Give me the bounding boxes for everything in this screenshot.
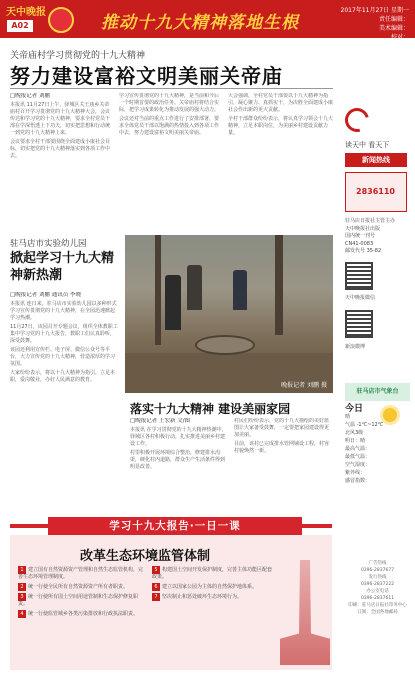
publisher-info (345, 218, 410, 256)
news-hotline-label: 新闻热线 (345, 153, 407, 167)
weather-line: 感冒指数： (345, 478, 371, 484)
tree-trunk (155, 235, 161, 345)
photo-article-col-2 (234, 418, 333, 513)
report-points-left (18, 566, 146, 666)
weather-line: 晴 (345, 414, 351, 420)
publisher-line: 天中晚报社出版 (345, 225, 381, 232)
party-emblem-icon (48, 7, 74, 33)
brand-logo-icon (345, 108, 369, 132)
page-number: A02 (7, 20, 33, 32)
news-photo (125, 235, 333, 393)
lead-headline: 努力建设富裕文明美丽关帝庙 (10, 64, 283, 88)
publisher-line: 国内统一刊号 (345, 233, 376, 239)
contact-line: 0396-2837611 (360, 596, 395, 601)
lead-paragraph: 全村干部群众纷纷表示，将认真学习领会十九大精神，立足本职岗位，为美丽乡村建设贡献力量。 (228, 116, 333, 136)
lead-paragraph: 会议还对当前的重点工作进行了安排部署，要求全体党员干部以饱满的热情投入到各项工作中去，努力建设富裕文明美丽关帝庙。 (119, 116, 220, 136)
number-badge: 5 (152, 566, 160, 574)
contact-line: 发行热线 (368, 575, 387, 580)
contact-line: 印刷：驻马店日报社印务中心 (348, 603, 407, 608)
drain-pipe (195, 335, 255, 355)
sub-paragraph: 大家纷纷表示，将以十九大精神为指引，立足本职，爱岗敬业，办好人民满意的教育。 (10, 370, 116, 383)
photo-paragraph: 本报讯 在学习贯彻党的十九大精神热潮中，驿城区各村积极行动，扎实推进美丽乡村建设工作。 (130, 427, 227, 447)
sub-kicker: 驻马店市实验幼儿园 (10, 239, 87, 249)
section-title: 推动十九大精神落地生根 (101, 13, 299, 33)
publisher-line: 邮发代号 35-82 (345, 248, 382, 254)
number-badge: 1 (18, 566, 26, 574)
issue-proofreader: 校对： (390, 34, 409, 41)
weather-forecast (345, 405, 410, 485)
photo-paragraph: 目前，该村已完成排水管网铺设工程，村容村貌焕然一新。 (234, 441, 330, 454)
contact-line: 订阅：全国各地邮局 (357, 610, 398, 615)
contact-line: 0396-2837222 (360, 582, 395, 587)
paper-name: 天中晚报 (6, 7, 46, 18)
weather-line: 北风3级 (345, 430, 364, 436)
lead-paragraph: 会议要求全村干部要围绕全面建成小康社会目标，切实把党的十九大精神落实到各项工作中去。 (10, 139, 111, 159)
lead-kicker: 关帝庙村学习贯彻党的十九大精神 (10, 51, 146, 61)
photo-headline: 落实十九大精神 建设美丽家园 (130, 402, 291, 416)
lead-column-1 (10, 93, 113, 233)
number-badge: 6 (152, 583, 160, 591)
issue-meta (341, 6, 409, 42)
report-points-right (152, 566, 272, 666)
sub-paragraph: 本报讯 连日来，驻马店市实验幼儿园以多种形式学习宣传贯彻党的十九大精神，在全园迅速掀起学习热潮。 (10, 301, 117, 321)
photo-paragraph: 村民们纷纷表示，党的十九大描绘的美好蓝图让大家备受鼓舞，一定要把家园建设得更加美丽。 (234, 418, 330, 438)
issue-designer: 美术编辑： (378, 25, 409, 32)
sub-paragraph: 11月27日，该园召开专题会议，组织全体教职工集中学习党的十九大报告，教职工们认真聆听，深受鼓舞。 (10, 324, 118, 344)
weather-line: 紫外线： (345, 470, 366, 476)
worker-figure (187, 265, 202, 310)
report-headline: 改革生态环境监管体制 (80, 549, 211, 564)
photo-caption: 晚报记者 刘鹏 摄 (281, 382, 327, 389)
issue-editor: 责任编辑： (378, 16, 409, 23)
sub-headline: 掀起学习十九大精神新热潮 (10, 251, 115, 283)
weather-line: 最低气温： (345, 454, 371, 460)
hotline-number: 2836110 (356, 187, 395, 196)
weather-line: 气温 -1℃~12℃ (345, 422, 384, 428)
divider (10, 88, 333, 89)
publisher-line: CN41-0083 (345, 240, 374, 247)
contact-line: 广告热线 (368, 561, 387, 566)
contact-line: 办公室电话 (366, 589, 389, 594)
lead-paragraph: 本报讯 11月27日上午，驿城区关王庙乡关帝庙村召开学习贯彻党的十九大精神大会，会议传达和学习党的十九大精神，要求全村党员干部在学深悟透上下功夫，切实把思想和行动统一到党的十九大精神上来。 (10, 102, 111, 136)
report-point: 6 建立以国家公园为主体的自然保护地体系。 (152, 583, 272, 591)
worker-figure (233, 270, 247, 310)
weather-today: 今日 (345, 404, 364, 414)
qr-label: 天中晚报微信 (345, 295, 376, 301)
qr-code-icon (345, 310, 373, 338)
contact-line: 0396-2837677 (360, 568, 395, 573)
masthead (0, 0, 415, 41)
slogan: 读天中 看天下 (345, 141, 390, 149)
photo-article-col-1 (130, 418, 228, 513)
number-badge: 2 (18, 583, 26, 591)
hotline-box (345, 172, 407, 212)
qr-label: 新浪微博 (345, 344, 366, 350)
weather-title: 驻马店市气象台 (345, 383, 410, 401)
report-banner: 学习十九大报告·一日一课 (48, 517, 302, 535)
report-point: 7 坚决制止和惩处破坏生态环境行为。 (152, 593, 272, 601)
number-badge: 7 (152, 593, 160, 601)
lead-column-3 (228, 93, 333, 233)
weather-line: 最高气温： (345, 446, 371, 452)
lead-column-2 (119, 93, 222, 233)
photo-byline: □晚报记者 王宏新 文/图 (130, 418, 191, 424)
number-badge: 3 (18, 593, 26, 601)
tree-trunk (275, 235, 283, 335)
weather-line: 空气湿度： (345, 462, 371, 468)
sub-body (10, 292, 118, 510)
report-point: 1 建立国有自然资源资产管理和自然生态监管机构，完善生态环境管理制度。 (18, 567, 144, 580)
issue-date: 2017年11月27日 星期一 (340, 7, 409, 14)
photo-paragraph: 村里积极开展环境综合整治，修建排水沟渠，硬化村内道路，群众生产生活条件得到明显改善。 (130, 450, 226, 470)
number-badge: 4 (18, 610, 26, 618)
report-point: 2 统一行使全民所有自然资源资产所有者职责。 (18, 583, 146, 591)
sub-byline: □晚报记者 刘鹏 通讯员 李晓 (10, 292, 81, 298)
report-point: 3 统一行使所有国土空间用途管制和生态保护修复职责。 (18, 594, 139, 607)
sub-paragraph: 该园还利用宣传栏、电子屏、微信公众号等平台，大力宣传党的十九大精神，营造浓厚的学习氛围。 (10, 347, 116, 367)
publisher-line: 驻马店日报社主管主办 (345, 218, 396, 224)
lead-byline: □晚报记者 刘鹏 (10, 93, 50, 99)
qr-code-icon (345, 262, 373, 290)
report-point: 4 统一行使监管城乡各类污染排放和行政执法职责。 (18, 610, 146, 618)
lead-paragraph: 学习宣传贯彻党的十九大精神，是当前和今后一个时期首要的政治任务。关帝庙村将结合实际，把学习成果转化为推动发展的强大动力。 (119, 93, 220, 113)
lead-paragraph: 大会强调，全村党员干部要以十九大精神为指引，凝心聚力、真抓实干，为决胜全面建成小康社会作出新的更大贡献。 (228, 93, 333, 113)
contact-info (345, 560, 410, 616)
report-point: 5 构建国土空间开发保护制度，完善主体功能区配套政策。 (152, 567, 272, 580)
weather-line: 明日：晴 (345, 438, 366, 444)
worker-figure (165, 275, 181, 330)
